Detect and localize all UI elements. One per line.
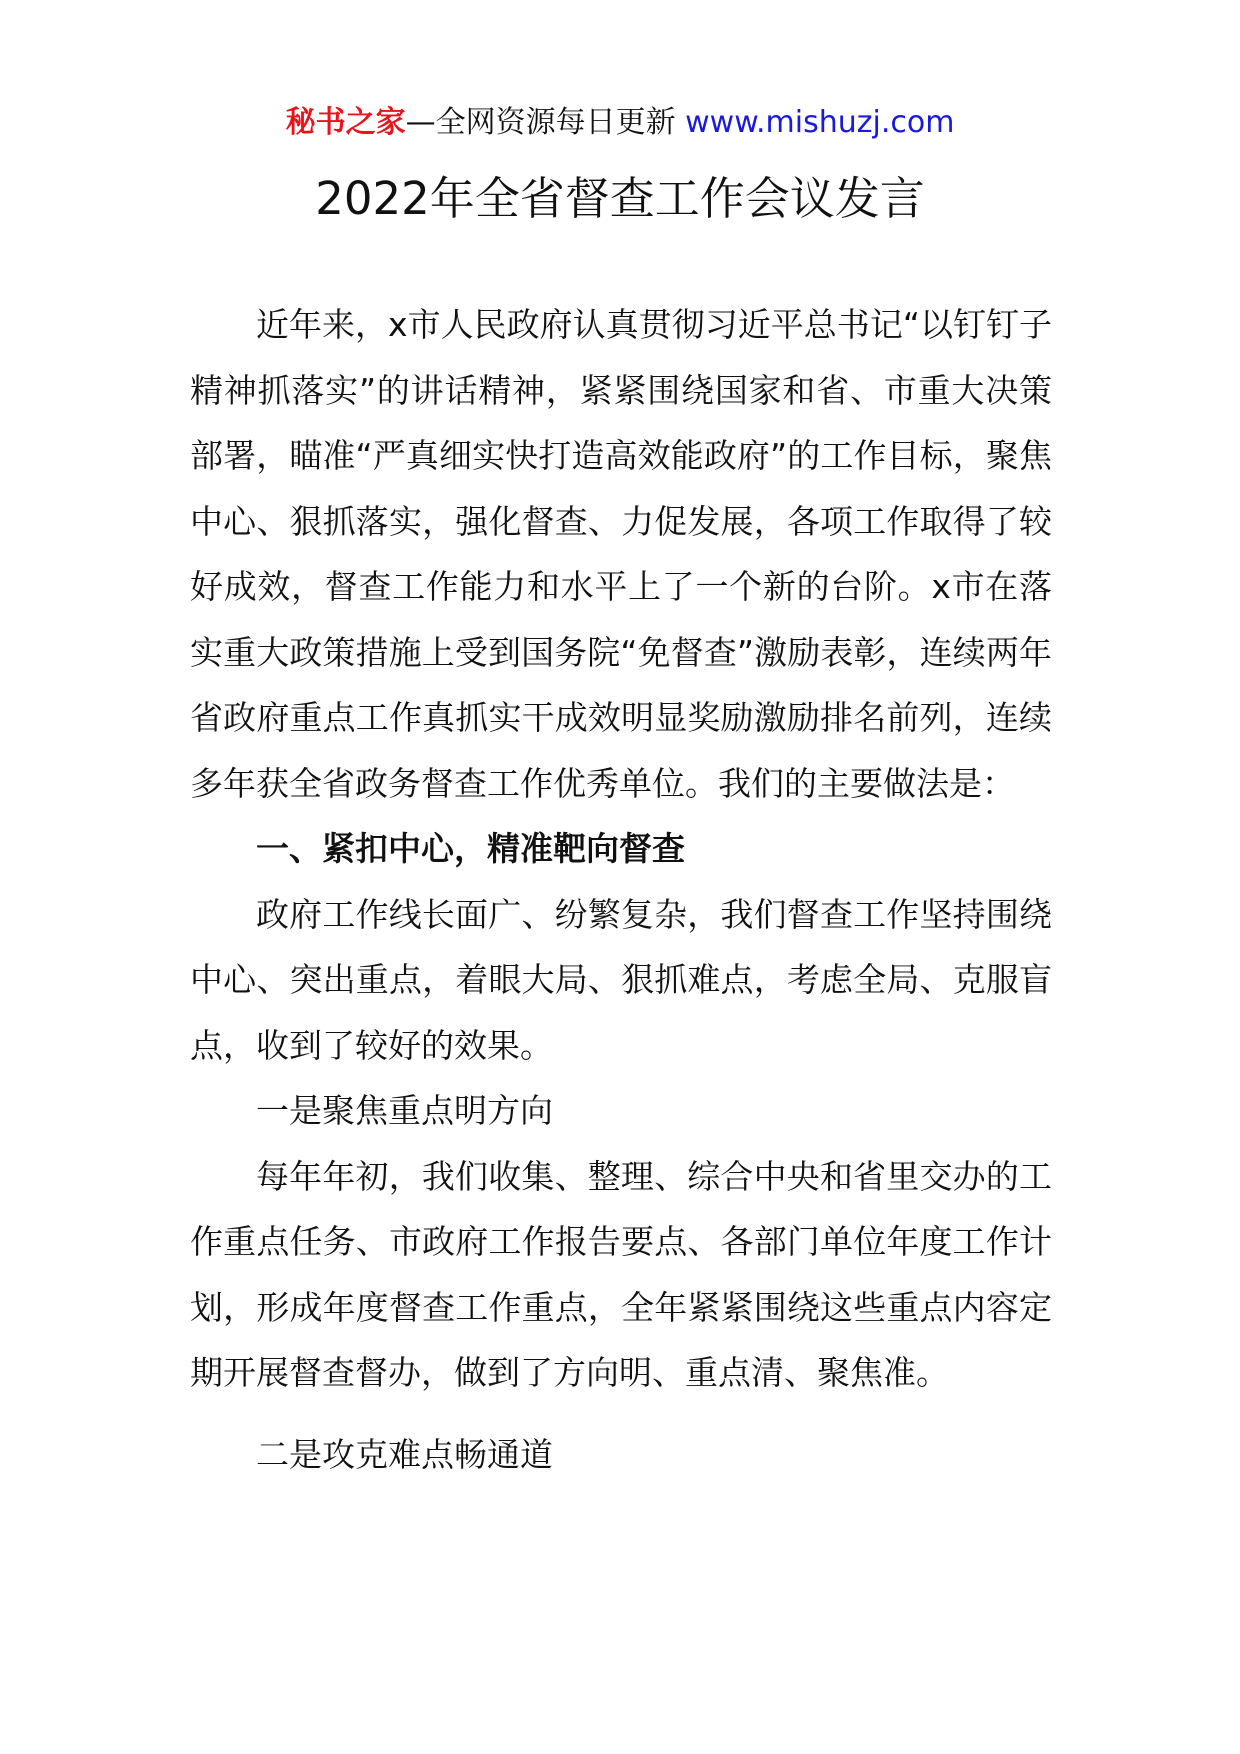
sub-heading: 二是攻克难点畅通道 (256, 1434, 553, 1474)
document-title: 2022年全省督查工作会议发言 (315, 172, 925, 225)
brand-name: 秘书之家 (285, 105, 406, 140)
site-header (0, 100, 1240, 146)
site-url-link[interactable]: www.mishuzj.com (685, 105, 955, 140)
body-paragraph: 近年来，x市人民政府认真贯彻习近平总书记“以钉钉子精神抓落实”的讲话精神，紧紧围绕国家和省、市重大决策部署，瞄准“严真细实快打造高效能政府”的工作目标，聚焦中心、狠抓落实，强化督查、力促发展，各项工作取得了较好成效，督查工作能力和水平上了一个新的台阶。x市在落实重大政策措施上受到国务院“免督查”激励表彰，连续两年省政府重点工作真抓实干成效明显奖励激励排名前列，连续多年获全省政务督查工作优秀单位。我们的主要做法是： (190, 305, 1052, 803)
section-heading: 一、紧扣中心，精准靶向督查 (256, 829, 685, 868)
body-paragraph: 每年年初，我们收集、整理、综合中央和省里交办的工作重点任务、市政府工作报告要点、各部门单位年度工作计划，形成年度督查工作重点，全年紧紧围绕这些重点内容定期开展督查督办，做到了方向明、重点清、聚焦准。 (190, 1156, 1052, 1392)
sub-heading: 一是聚焦重点明方向 (256, 1091, 553, 1130)
body-paragraph: 政府工作线长面广、纷繁复杂，我们督查工作坚持围绕中心、突出重点，着眼大局、狠抓难点，考虑全局、克服盲点，收到了较好的效果。 (190, 894, 1052, 1065)
header-slogan: —全网资源每日更新 (405, 105, 686, 140)
document-body (190, 292, 1052, 1487)
